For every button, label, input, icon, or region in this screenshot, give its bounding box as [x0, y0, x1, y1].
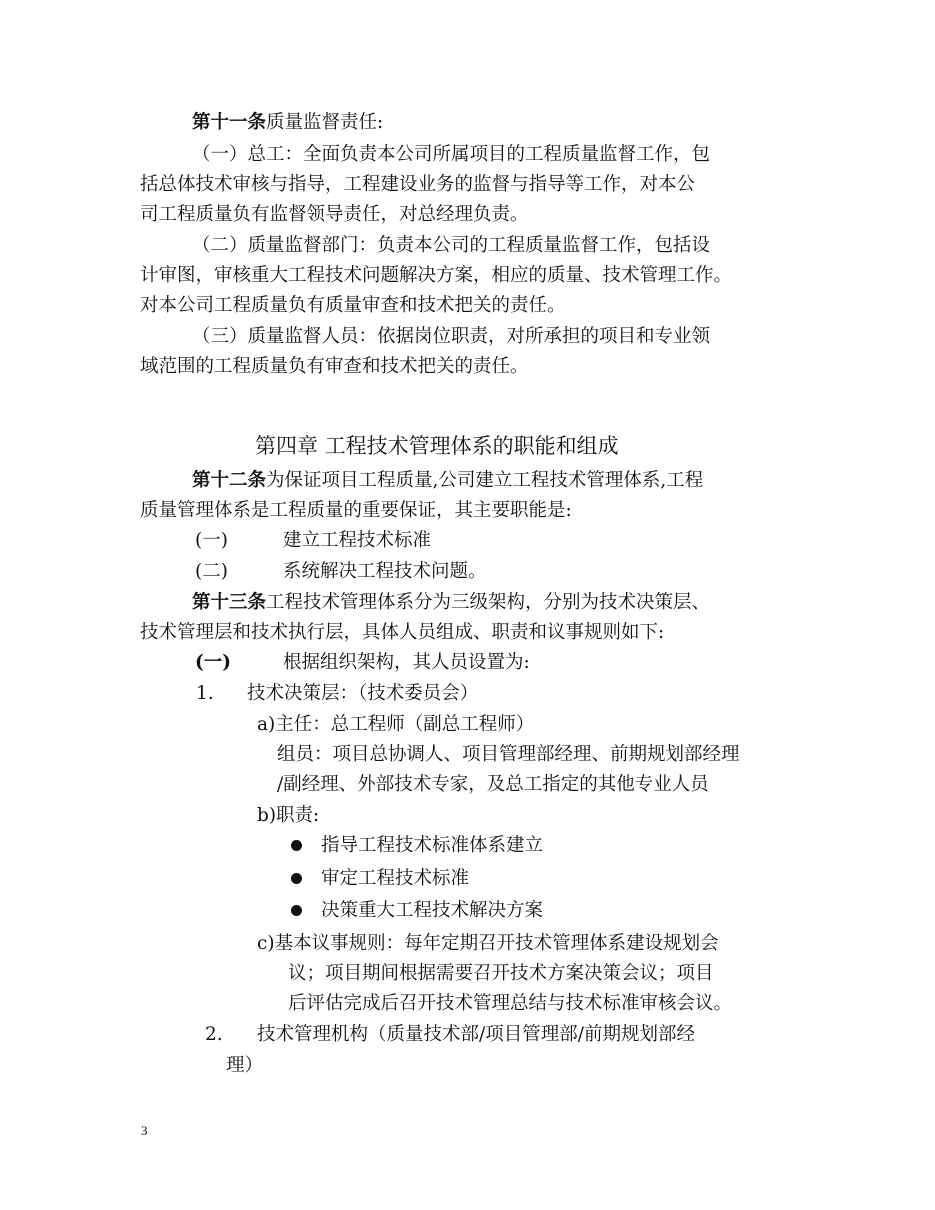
art11-p1-line3: 司工程质量负有监督领导责任，对总经理负责。 — [140, 204, 529, 225]
duty-item-3: 决策重大工程技术解决方案 — [321, 900, 544, 921]
art12-item-2-num: (二) — [195, 561, 228, 582]
chapter-title: 第四章 工程技术管理体系的职能和组成 — [255, 434, 619, 458]
level-2-num: 2. — [205, 1024, 223, 1045]
members-line2: /副经理、外部技术专家，及总工指定的其他专业人员 — [277, 774, 709, 795]
level-1-text: 技术决策层：（技术委员会） — [247, 683, 479, 704]
art12-item-1-text: 建立工程技术标准 — [283, 530, 432, 551]
article-13-line1 — [192, 588, 710, 618]
duty-item-1: 指导工程技术标准体系建立 — [321, 835, 544, 856]
art11-p1-line2: 括总体技术审核与指导，工程建设业务的监督与指导等工作，对本公 — [140, 174, 696, 195]
page-number: 3 — [141, 1123, 148, 1138]
article-13-line2: 技术管理层和技术执行层，具体人员组成、职责和议事规则如下: — [140, 622, 665, 643]
art11-p2-line3: 对本公司工程质量负有质量审查和技术把关的责任。 — [140, 295, 566, 316]
article-12-text: 为保证项目工程质量,公司建立工程技术管理体系,工程 — [266, 470, 704, 491]
article-11-heading-line — [192, 108, 383, 138]
art11-p1-line1: （一）总工：全面负责本公司所属项目的工程质量监督工作，包 — [192, 144, 711, 165]
bullet-icon — [291, 905, 302, 916]
bullet-icon — [291, 873, 302, 884]
art11-p3-line2: 域范围的工程质量负有审查和技术把关的责任。 — [140, 356, 529, 377]
duties-label: b)职责: — [257, 805, 320, 826]
article-12-line2: 质量管理体系是工程质量的重要保证，其主要职能是: — [140, 500, 572, 521]
article-12-line1 — [192, 466, 703, 496]
level-1-num: 1. — [196, 683, 214, 704]
duty-item-2: 审定工程技术标准 — [321, 868, 470, 889]
art11-p2-line2: 计审图，审核重大工程技术问题解决方案，相应的质量、技术管理工作。 — [140, 265, 733, 286]
article-13-label: 第十三条 — [192, 592, 267, 613]
art13-sub1-num: (一) — [195, 652, 232, 673]
article-13-text: 工程技术管理体系分为三级架构，分别为技术决策层、 — [266, 592, 711, 613]
members-line1: 组员：项目总协调人、项目管理部经理、前期规划部经理 — [277, 744, 740, 765]
art12-item-2-text: 系统解决工程技术问题。 — [283, 561, 487, 582]
level-2-text: 技术管理机构（质量技术部/项目管理部/前期规划部经 — [257, 1024, 695, 1045]
rules-line1: c)基本议事规则：每年定期召开技术管理体系建设规划会 — [257, 933, 719, 954]
bullet-icon — [291, 840, 302, 851]
art11-p2-line1: （二）质量监督部门：负责本公司的工程质量监督工作，包括设 — [192, 235, 711, 256]
art13-sub1-text: 根据组织架构，其人员设置为: — [283, 652, 530, 673]
level-2-text-cont: 理） — [226, 1055, 264, 1076]
art12-item-1-num: (一) — [195, 530, 228, 551]
director-line: a)主任：总工程师（副总工程师） — [257, 714, 535, 735]
article-12-label: 第十二条 — [192, 470, 267, 491]
art11-p3-line1: （三）质量监督人员：依据岗位职责，对所承担的项目和专业领 — [192, 326, 711, 347]
rules-line2: 议；项目期间根据需要召开技术方案决策会议；项目 — [288, 963, 714, 984]
article-11-label: 第十一条 — [192, 112, 267, 133]
article-11-title: 质量监督责任: — [266, 112, 384, 133]
rules-line3: 后评估完成后召开技术管理总结与技术标准审核会议。 — [288, 993, 733, 1014]
